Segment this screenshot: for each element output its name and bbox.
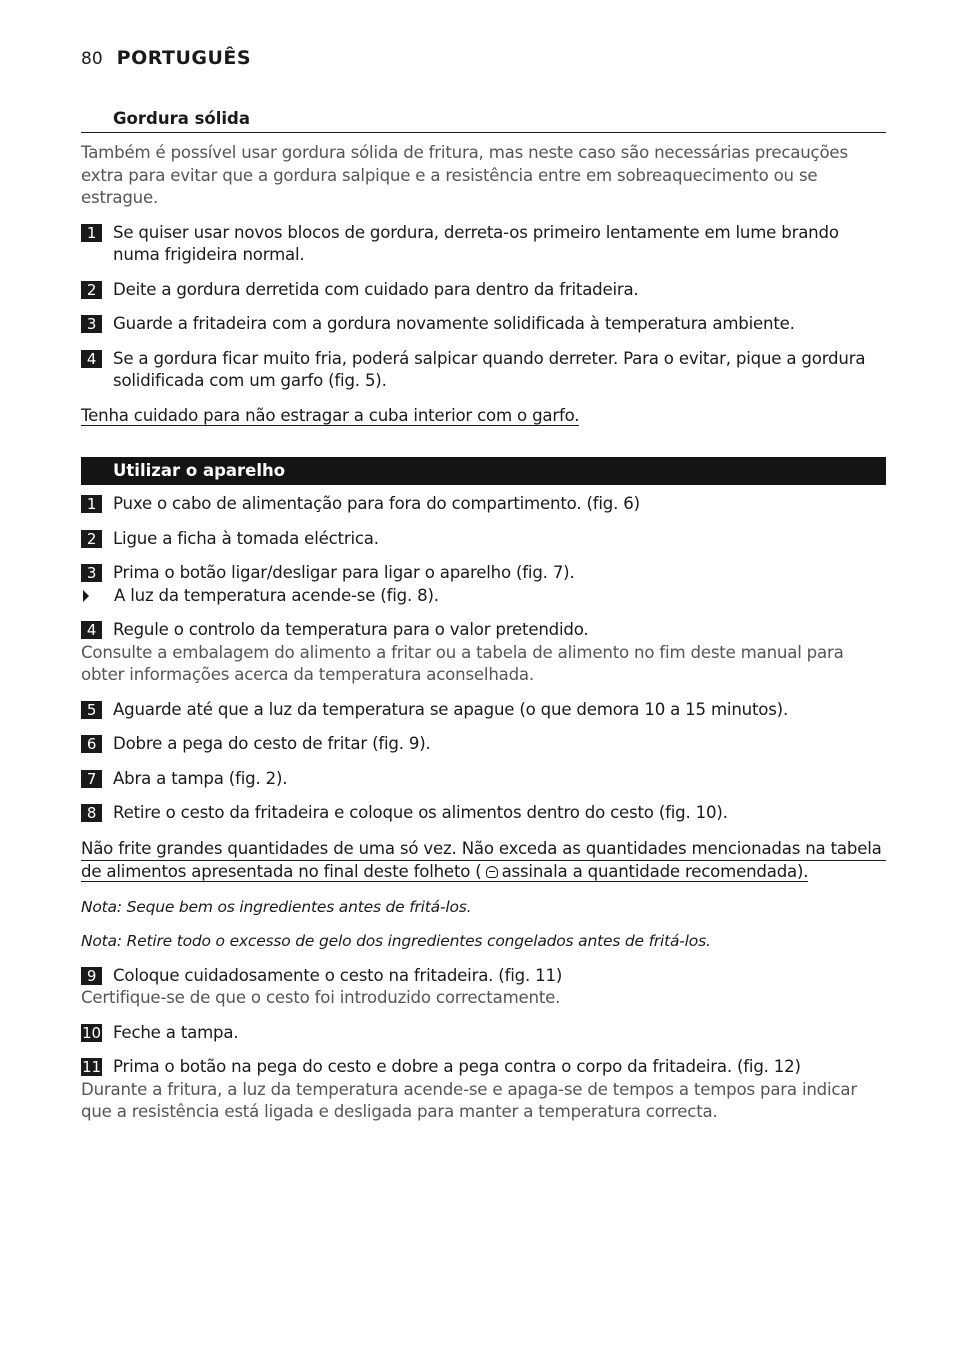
- step-item: [81, 528, 886, 551]
- page-header: [81, 47, 251, 69]
- section-intro: Também é possível usar gordura sólida de fritura, mas neste caso são necessárias precauções extra para evitar que a gordura salpique e a resistência entre em sobreaquecimento ou se estrague.: [81, 143, 848, 207]
- step-item: [81, 279, 886, 302]
- step-text: Aguarde até que a luz da temperatura se apague (o que demora 10 a 15 minutos).: [113, 699, 789, 719]
- step-number: 7: [81, 770, 102, 788]
- note-text: Retire todo o excesso de gelo dos ingredientes congelados antes de fritá-los.: [121, 932, 711, 950]
- step-text: Prima o botão na pega do cesto e dobre a pega contra o corpo da fritadeira. (fig. 12): [113, 1057, 801, 1076]
- step-text: Puxe o cabo de alimentação para fora do compartimento. (fig. 6): [113, 494, 640, 513]
- step-item: [81, 313, 886, 336]
- warning-line: Não frite grandes quantidades de uma só vez. Não exceda as quantidades mencionadas na tabela: [81, 838, 886, 862]
- step-number: 8: [81, 804, 102, 822]
- step-text: Feche a tampa.: [113, 1022, 239, 1042]
- quantity-basket-icon: [486, 866, 498, 878]
- step-number: 1: [81, 495, 102, 513]
- page-number: 80: [81, 49, 103, 69]
- step-number: 1: [81, 224, 102, 242]
- step-text: Se a gordura ficar muito fria, poderá salpicar quando derreter. Para o evitar, pique a gordura solidificada com um garfo (fig. 5).: [113, 348, 866, 390]
- warning-text: [81, 405, 886, 428]
- result-arrow-icon: [83, 590, 89, 602]
- step-text: Regule o controlo da temperatura para o valor pretendido.: [113, 620, 589, 639]
- warning-quantities: [81, 838, 886, 884]
- step-detail: Consulte a embalagem do alimento a fritar ou a tabela de alimento no fim deste manual para obter informações acerca da temperatura aconselhada.: [81, 642, 844, 684]
- warning-text-part: assinala a quantidade recomendada).: [501, 862, 809, 881]
- note-label: Nota:: [81, 897, 122, 916]
- note-text: Seque bem os ingredientes antes de fritá-los.: [121, 897, 472, 916]
- step-text: Se quiser usar novos blocos de gordura, derreta-os primeiro lentamente em lume brando numa frigideira normal.: [113, 222, 839, 264]
- step-text: Dobre a pega do cesto de fritar (fig. 9).: [113, 734, 431, 753]
- step-item: [81, 562, 886, 585]
- step-detail: Certifique-se de que o cesto foi introduzido correctamente.: [81, 988, 561, 1007]
- step-text: Prima o botão ligar/desligar para ligar o aparelho (fig. 7).: [113, 563, 575, 582]
- section-heading-using-appliance: Utilizar o aparelho: [81, 457, 886, 485]
- result-text: A luz da temperatura acende-se (fig. 8).: [114, 585, 439, 605]
- section-heading-solid-fat: Gordura sólida: [81, 106, 886, 133]
- step-item: [81, 699, 886, 722]
- step-item: [81, 348, 886, 393]
- step-number: 3: [81, 315, 102, 333]
- step-text: Guarde a fritadeira com a gordura novamente solidificada à temperatura ambiente.: [113, 314, 795, 333]
- step-number: 4: [81, 350, 102, 368]
- step-item: [81, 733, 886, 756]
- step-text: Retire o cesto da fritadeira e coloque os alimentos dentro do cesto (fig. 10).: [113, 803, 728, 822]
- language-title: PORTUGUÊS: [116, 47, 252, 69]
- step-result: [81, 585, 886, 608]
- step-number: 6: [81, 735, 102, 753]
- warning-text-part: de alimentos apresentada no final deste folheto (: [81, 862, 482, 881]
- step-number: 9: [81, 967, 102, 985]
- note-label: Nota:: [81, 932, 122, 950]
- step-number: 5: [81, 701, 102, 719]
- step-text: Abra a tampa (fig. 2).: [113, 768, 288, 788]
- step-text: Ligue a ficha à tomada eléctrica.: [113, 528, 379, 548]
- step-number: 11: [82, 1058, 101, 1076]
- step-item: [81, 222, 886, 267]
- warning-line: [81, 862, 808, 882]
- step-number: 2: [81, 281, 102, 299]
- step-number: 10: [82, 1023, 101, 1042]
- step-text: Deite a gordura derretida com cuidado para dentro da fritadeira.: [113, 279, 639, 299]
- warning-fork: Tenha cuidado para não estragar a cuba interior com o garfo.: [81, 405, 580, 425]
- step-item: [81, 619, 886, 642]
- step-item: [81, 1056, 886, 1079]
- step-item: [81, 1022, 886, 1045]
- step-number: 3: [81, 564, 102, 582]
- note: [81, 896, 886, 919]
- step-number: 4: [81, 621, 102, 639]
- step-text: Coloque cuidadosamente o cesto na fritadeira. (fig. 11): [113, 965, 563, 985]
- step-item: [81, 965, 886, 988]
- step-number: 2: [81, 530, 102, 548]
- step-item: [81, 493, 886, 516]
- step-item: [81, 768, 886, 791]
- note: [81, 930, 886, 953]
- step-item: [81, 802, 886, 825]
- page-content: [81, 106, 886, 1124]
- step-detail: Durante a fritura, a luz da temperatura acende-se e apaga-se de tempos a tempos para indicar que a resistência está ligada e desligada para manter a temperatura correcta.: [81, 1079, 857, 1121]
